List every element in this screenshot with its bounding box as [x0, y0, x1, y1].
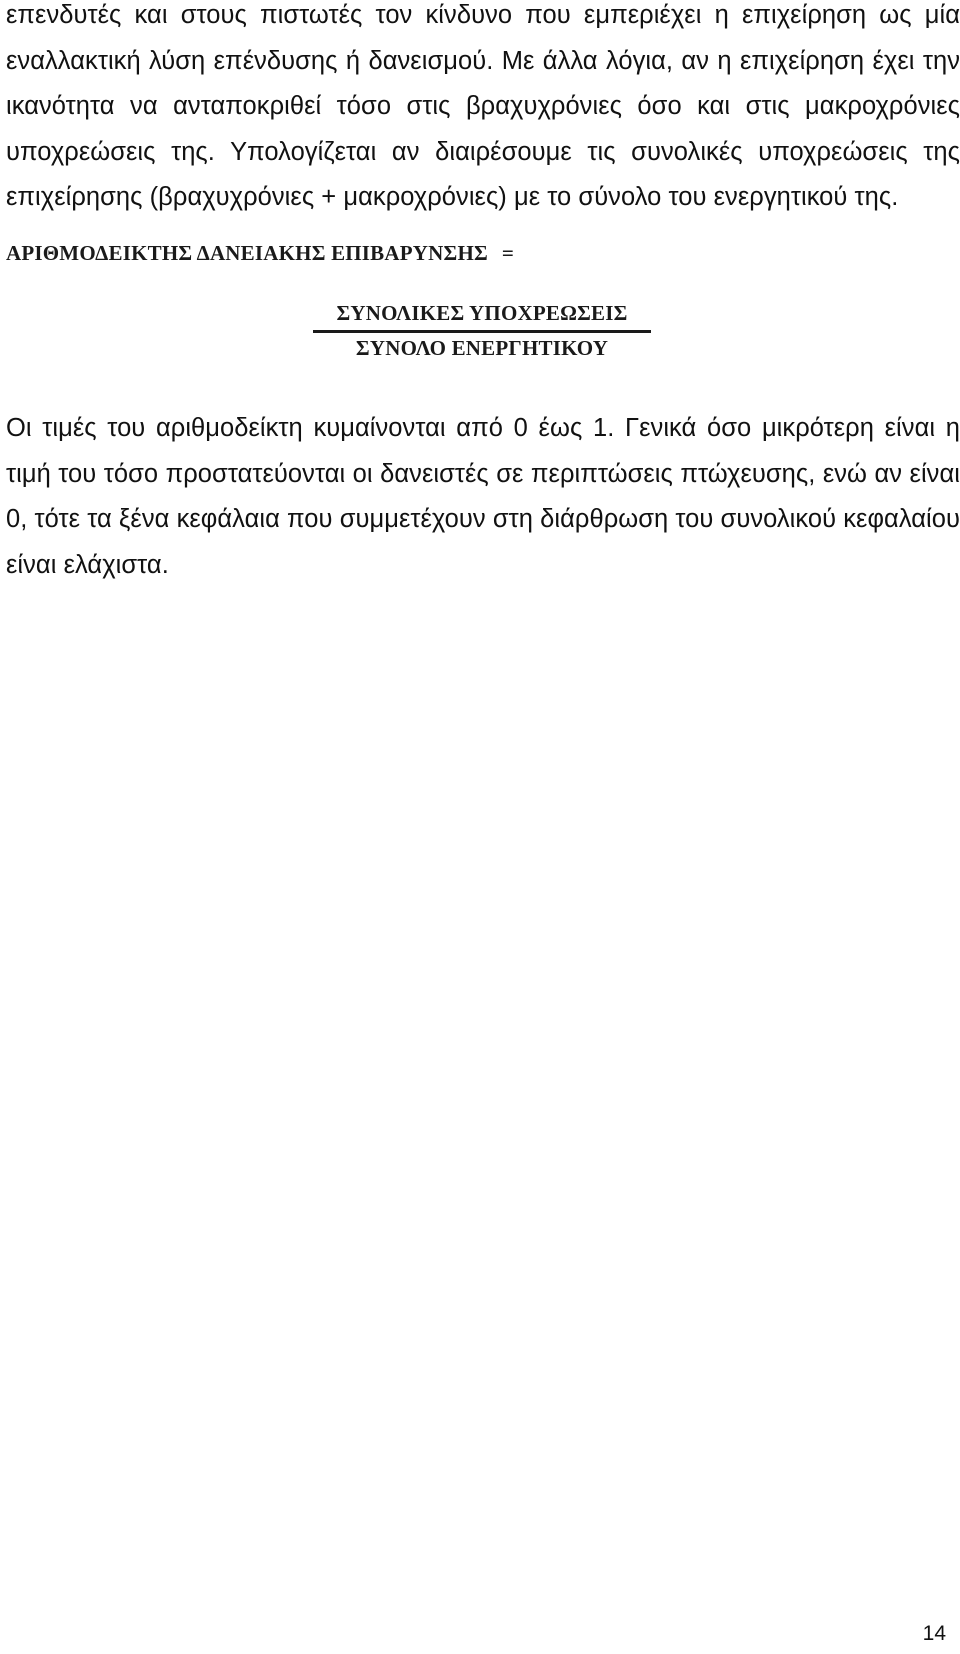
- body-paragraph-interpretation: Οι τιμές του αριθμοδείκτη κυμαίνονται από 0 έως 1. Γενικά όσο μικρότερη είναι η τιμή του τόσο προστατεύονται οι δανειστές σε περιπτώσεις πτώχευσης, ενώ αν είναι 0, τότε τα ξένα κεφάλαια που συμμετέχουν στη διάρθρωση του συνολικού κεφαλαίου είναι ελάχιστα.: [6, 413, 960, 579]
- formula-equals-sign: =: [501, 240, 515, 265]
- body-paragraph-intro: επενδυτές και στους πιστωτές τον κίνδυνο που εμπεριέχει η επιχείρηση ως μία εναλλακτική λύση επένδυσης ή δανεισμού. Με άλλα λόγια, αν η επιχείρηση έχει την ικανότητα να ανταποκριθεί τόσο στις βραχυχρόνιες όσο και στις μακροχρόνιες υποχρεώσεις της. Υπολογίζεται αν διαιρέσουμε τις συνολικές υποχρεώσεις της επιχείρησης (βραχυχρόνιες + μακροχρόνιες) με το σύνολο του ενεργητικού της.: [6, 1, 960, 212]
- document-page: [6, 0, 960, 588]
- page-number: 14: [922, 1622, 946, 1645]
- formula-numerator: ΣΥΝΟΛΙΚΕΣ ΥΠΟΧΡΕΩΣΕΙΣ: [336, 300, 628, 325]
- ratio-formula: [6, 235, 960, 405]
- formula-fraction: [313, 301, 651, 361]
- formula-ratio-name: ΑΡΙΘΜΟΔΕΙΚΤΗΣ ΔΑΝΕΙΑΚΗΣ ΕΠΙΒΑΡΥΝΣΗΣ: [6, 240, 488, 265]
- formula-denominator: ΣΥΝΟΛΟ ΕΝΕΡΓΗΤΙΚΟΥ: [355, 335, 609, 360]
- formula-left-side: [6, 241, 514, 266]
